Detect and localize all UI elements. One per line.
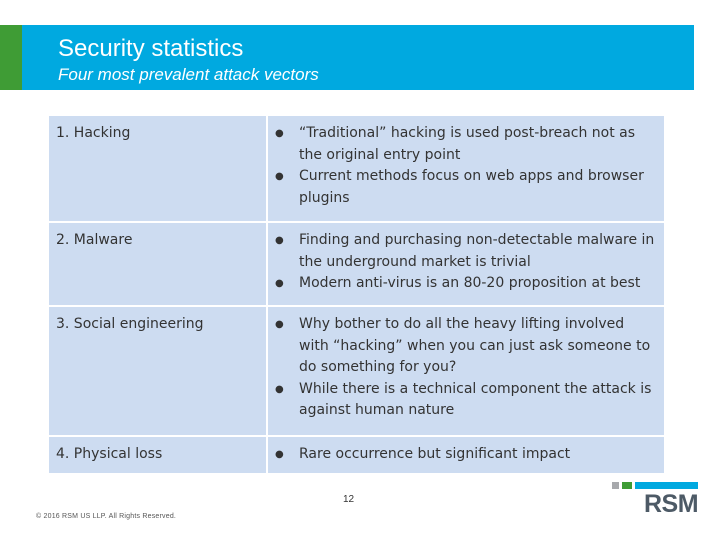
logo-wordmark: RSM xyxy=(644,490,699,518)
bullet-icon: ● xyxy=(275,128,284,139)
bullet-item: ● Modern anti-virus is an 80-20 proposition at best xyxy=(275,273,657,295)
table-row xyxy=(48,115,665,222)
bullet-icon: ● xyxy=(275,319,284,330)
slide-title: Security statistics xyxy=(58,35,244,62)
category-cell: 4. Physical loss xyxy=(48,436,267,474)
bullet-icon: ● xyxy=(275,171,284,182)
description-cell xyxy=(267,436,665,474)
bullet-icon: ● xyxy=(275,235,284,246)
title-banner xyxy=(22,25,694,90)
bullet-item: ● While there is a technical component the attack is against human nature xyxy=(275,379,657,422)
category-cell: 1. Hacking xyxy=(48,115,267,222)
category-cell: 3. Social engineering xyxy=(48,306,267,436)
logo-square-icon xyxy=(635,482,698,489)
attack-vectors-table xyxy=(47,114,666,475)
bullet-icon: ● xyxy=(275,278,284,289)
table-row xyxy=(48,222,665,306)
bullet-item: ● “Traditional” hacking is used post-breach not as the original entry point xyxy=(275,123,657,166)
table-row xyxy=(48,436,665,474)
bullet-item: ● Rare occurrence but significant impact xyxy=(275,444,657,466)
bullet-icon: ● xyxy=(275,449,284,460)
copyright-notice: © 2016 RSM US LLP. All Rights Reserved. xyxy=(36,513,177,520)
description-cell xyxy=(267,306,665,436)
rsm-logo xyxy=(612,482,698,518)
description-cell xyxy=(267,222,665,306)
logo-square-icon xyxy=(612,482,619,489)
slide-subtitle: Four most prevalent attack vectors xyxy=(58,65,319,84)
header-accent-bar xyxy=(0,25,22,90)
bullet-icon: ● xyxy=(275,383,284,395)
bullet-item: ● Why bother to do all the heavy lifting involved with “hacking” when you can just ask someone to do something for you? xyxy=(275,314,657,379)
bullet-item: ● Finding and purchasing non-detectable malware in the underground market is trivial xyxy=(275,230,657,273)
logo-square-icon xyxy=(622,482,632,489)
bullet-item: ● Current methods focus on web apps and browser plugins xyxy=(275,166,657,209)
table-row xyxy=(48,306,665,436)
description-cell xyxy=(267,115,665,222)
page-number: 12 xyxy=(343,494,355,505)
category-cell: 2. Malware xyxy=(48,222,267,306)
